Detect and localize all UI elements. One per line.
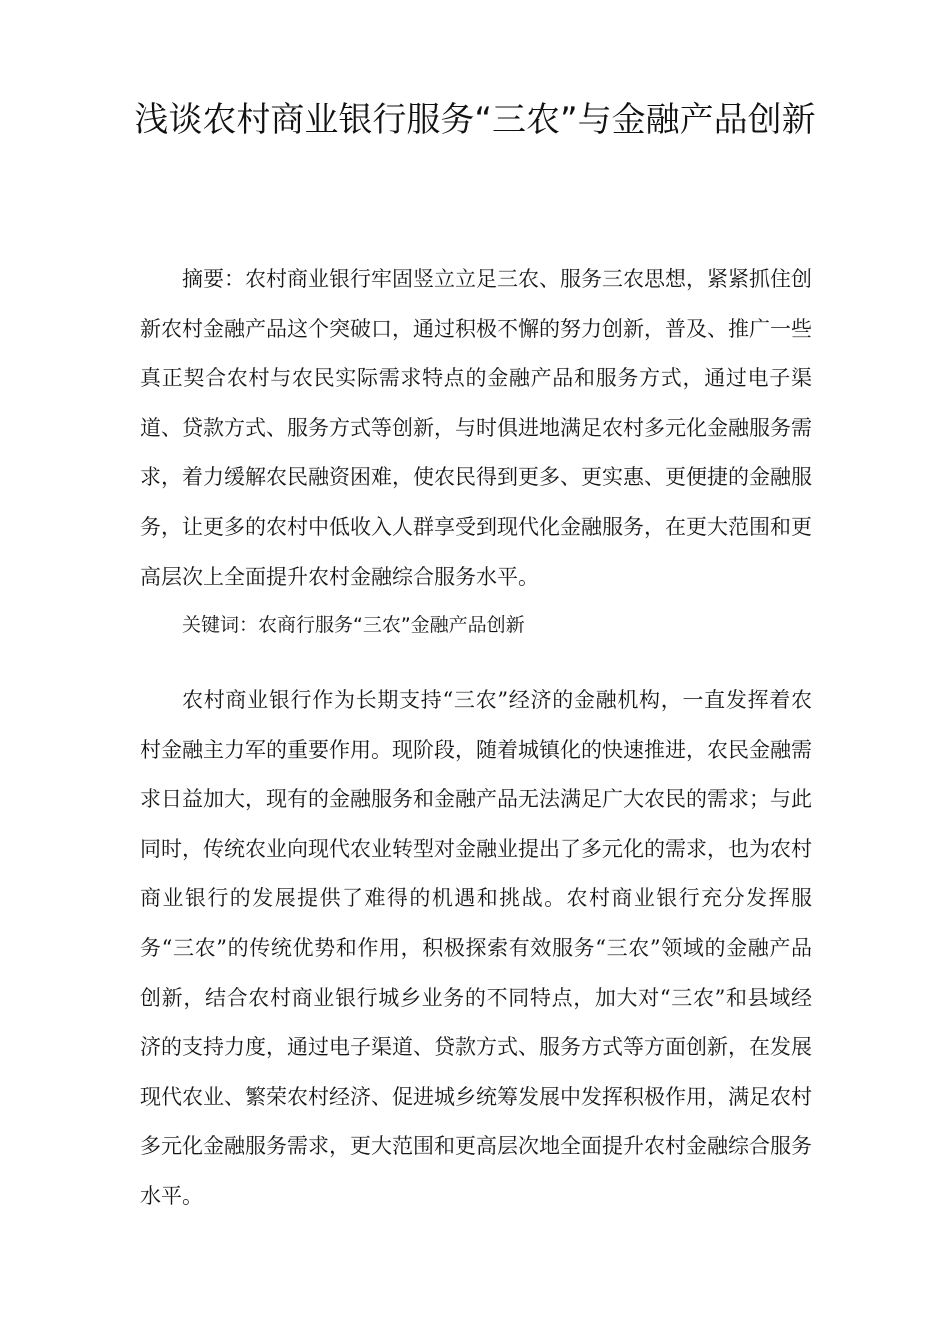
abstract-paragraph: 摘要：农村商业银行牢固竖立立足三农、服务三农思想，紧紧抓住创新农村金融产品这个突破口，通过积极不懈的努力创新，普及、推广一些真正契合农村与农民实际需求特点的金融产品和服务方式，通过电子渠道、贷款方式、服务方式等创新，与时俱进地满足农村多元化金融服务需求，着力缓解农民融资困难，使农民得到更多、更实惠、更便捷的金融服务，让更多的农村中低收入人群享受到现代化金融服务，在更大范围和更高层次上全面提升农村金融综合服务水平。 [140,267,812,589]
keywords-line: 关键词：农商行服务“三农”金融产品创新 [182,614,525,636]
body-paragraph: 农村商业银行作为长期支持“三农”经济的金融机构，一直发挥着农村金融主力军的重要作用。现阶段，随着城镇化的快速推进，农民金融需求日益加大，现有的金融服务和金融产品无法满足广大农民的需求；与此同时，传统农业向现代农业转型对金融业提出了多元化的需求，也为农村商业银行的发展提供了难得的机遇和挑战。农村商业银行充分发挥服务“三农”的传统优势和作用，积极探索有效服务“三农”领域的金融产品创新，结合农村商业银行城乡业务的不同特点，加大对“三农”和县域经济的支持力度，通过电子渠道、贷款方式、服务方式等方面创新，在发展现代农业、繁荣农村经济、促进城乡统筹发展中发挥积极作用，满足农村多元化金融服务需求，更大范围和更高层次地全面提升农村金融综合服务水平。 [140,688,812,1208]
document-title: 浅谈农村商业银行服务“三农”与金融产品创新 [134,100,816,140]
